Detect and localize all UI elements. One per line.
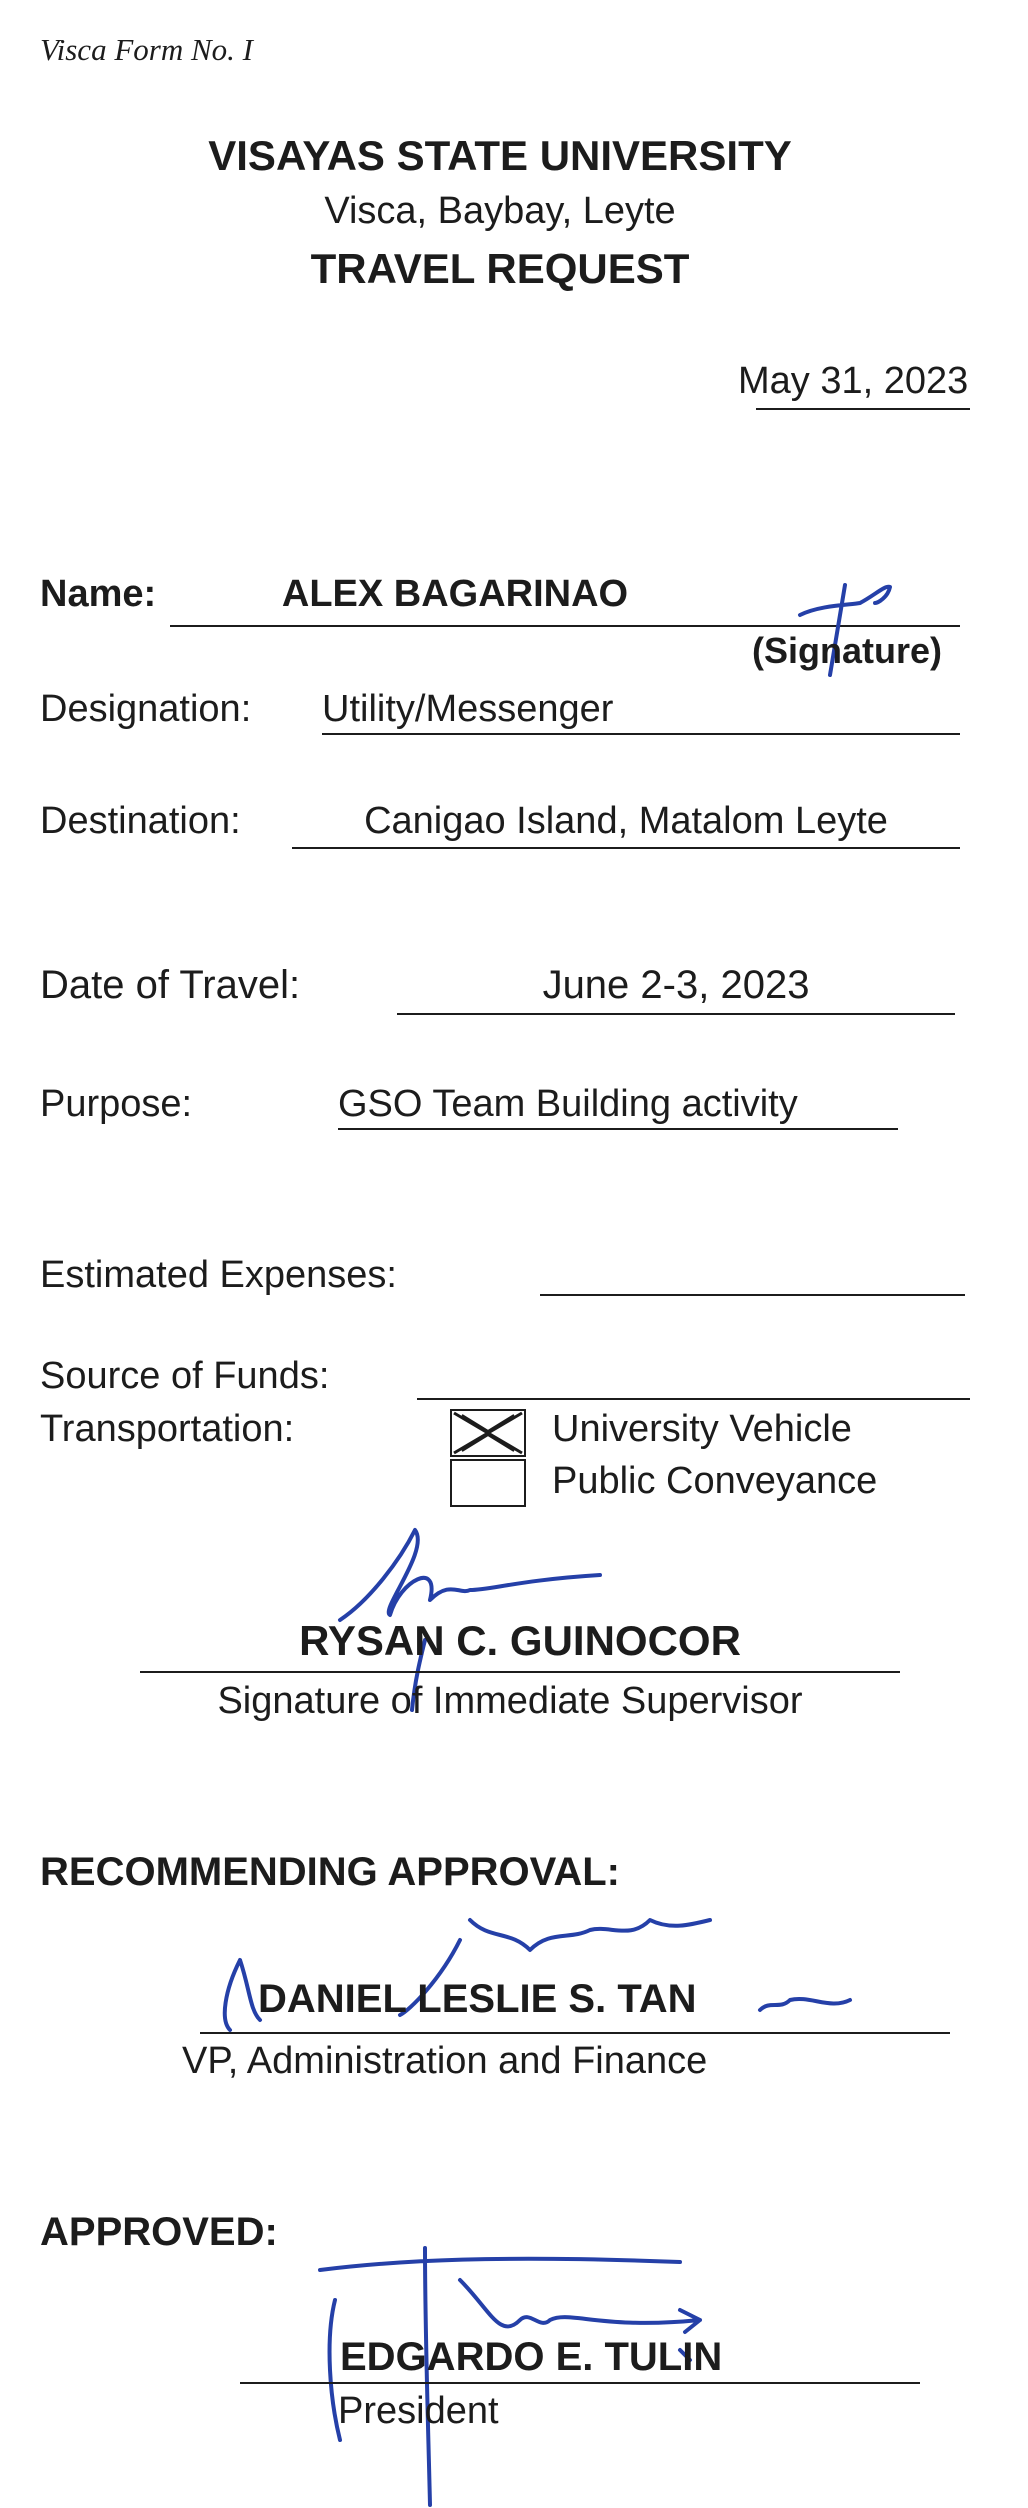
recommending-name: DANIEL LESLIE S. TAN — [258, 1977, 697, 2021]
purpose-underline — [338, 1128, 898, 1130]
source-of-funds-label: Source of Funds: — [40, 1355, 330, 1397]
designation-value: Utility/Messenger — [322, 688, 614, 730]
public-conveyance-label: Public Conveyance — [552, 1460, 878, 1502]
purpose-label: Purpose: — [40, 1083, 193, 1125]
designation-label: Designation: — [40, 688, 252, 730]
date-of-travel-underline — [397, 1013, 955, 1015]
form-number: Visca Form No. I — [40, 32, 253, 67]
request-date: May 31, 2023 — [738, 360, 969, 402]
supervisor-underline — [140, 1671, 900, 1673]
destination-label: Destination: — [40, 800, 241, 842]
supervisor-caption: Signature of Immediate Supervisor — [217, 1680, 803, 1722]
designation-underline — [322, 733, 960, 735]
estimated-expenses-label: Estimated Expenses: — [40, 1254, 397, 1296]
approved-heading: APPROVED: — [40, 2210, 278, 2254]
destination-underline — [292, 847, 960, 849]
president-underline — [240, 2382, 920, 2384]
destination-value: Canigao Island, Matalom Leyte — [364, 800, 888, 842]
recommending-caption: VP, Administration and Finance — [182, 2040, 708, 2082]
public-conveyance-checkbox[interactable] — [450, 1459, 526, 1507]
name-label: Name: — [40, 573, 157, 615]
date-of-travel-value: June 2-3, 2023 — [542, 963, 810, 1007]
transportation-label: Transportation: — [40, 1408, 295, 1450]
president-name: EDGARDO E. TULIN — [340, 2335, 723, 2379]
checked-x-icon — [450, 1409, 526, 1457]
university-vehicle-label: University Vehicle — [552, 1408, 852, 1450]
recommending-underline — [200, 2032, 950, 2034]
form-title: TRAVEL REQUEST — [310, 245, 690, 292]
president-caption: President — [338, 2390, 499, 2432]
date-underline — [756, 408, 970, 410]
source-of-funds-underline — [417, 1398, 970, 1400]
signature-caption: (Signature) — [752, 630, 943, 671]
university-vehicle-checkbox[interactable] — [450, 1409, 526, 1457]
university-name: VISAYAS STATE UNIVERSITY — [208, 132, 792, 179]
date-of-travel-label: Date of Travel: — [40, 963, 301, 1007]
name-value: ALEX BAGARINAO — [281, 573, 629, 615]
supervisor-name: RYSAN C. GUINOCOR — [299, 1617, 741, 1664]
university-address: Visca, Baybay, Leyte — [324, 190, 676, 232]
recommending-heading: RECOMMENDING APPROVAL: — [40, 1850, 620, 1894]
purpose-value: GSO Team Building activity — [338, 1083, 798, 1125]
recommending-signature — [210, 1900, 910, 2050]
estimated-expenses-underline — [540, 1294, 965, 1296]
